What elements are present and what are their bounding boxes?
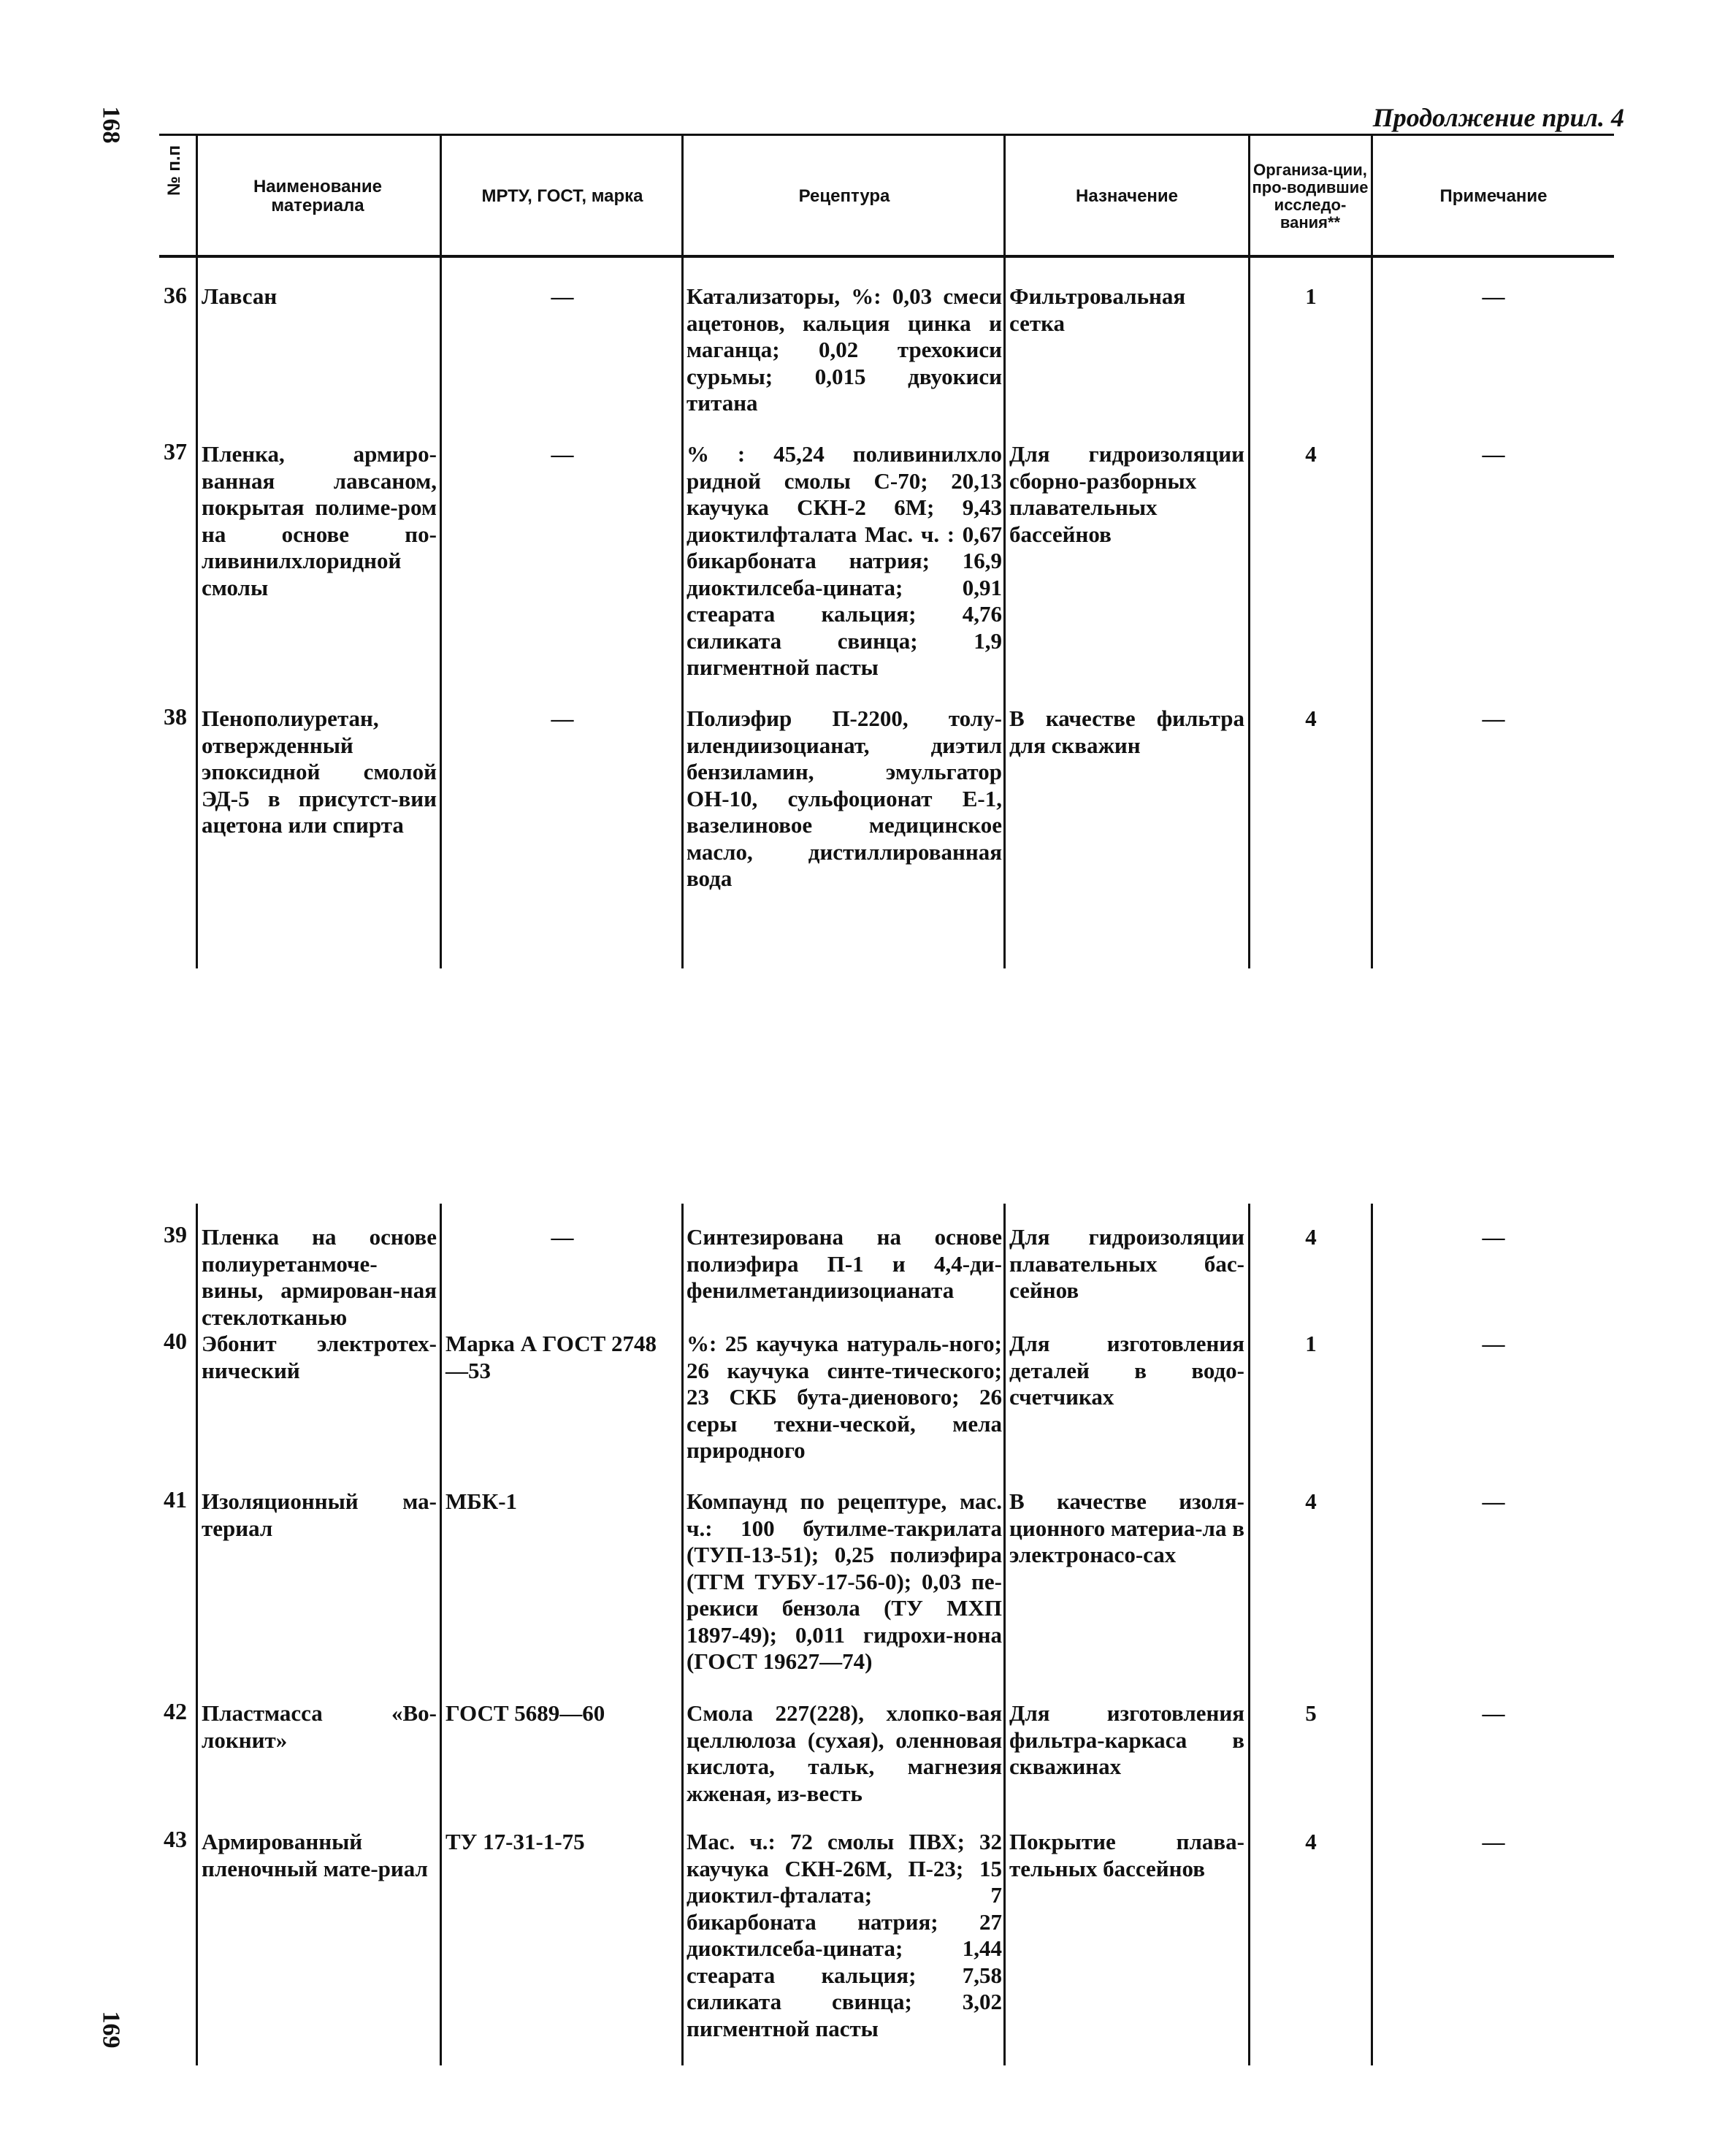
material-recipe: Мас. ч.: 72 смолы ПВХ; 32 каучука СКН-26М, П-23; 15 диоктил-фталата; 7 бикарбоната натрия; 27 диоктилсеба-цината; 1,44 стеарата кальция; 7,58 силиката свинца; 3,02 пигментной пасты bbox=[686, 1829, 1002, 2041]
material-purpose: Покрытие плава-тельных бассейнов bbox=[1009, 1829, 1244, 1881]
row-number: 38 bbox=[164, 703, 187, 730]
material-purpose: Для гидроизоляции сборно-разборных плавательных бассейнов bbox=[1009, 441, 1244, 547]
material-note: — bbox=[1482, 1700, 1505, 1726]
research-org: 1 bbox=[1305, 1331, 1317, 1356]
header-num: № п.п bbox=[164, 145, 184, 196]
material-name: Лавсан bbox=[202, 283, 278, 309]
material-recipe: Катализаторы, %: 0,03 смеси ацетонов, кальция цинка и маганца; 0,02 трехокиси сурьмы; 0,015 двуокиси титана bbox=[686, 283, 1002, 416]
material-note: — bbox=[1482, 1488, 1505, 1514]
col-rule-6-lower bbox=[1371, 1204, 1373, 2065]
header-top-rule bbox=[159, 134, 1614, 136]
page-number-top: 168 bbox=[97, 106, 125, 144]
col-rule-3-upper bbox=[681, 136, 684, 968]
header-name: Наименование материала bbox=[253, 177, 383, 215]
material-purpose: Фильтровальная сетка bbox=[1009, 283, 1186, 336]
material-mark: — bbox=[551, 283, 574, 309]
col-rule-5-lower bbox=[1248, 1204, 1250, 2065]
research-org: 1 bbox=[1305, 283, 1317, 309]
material-note: — bbox=[1482, 1224, 1505, 1250]
material-name: Пленка на основе полиуретанмоче-вины, армирован-ная стеклотканью bbox=[202, 1224, 437, 1330]
col-rule-3-lower bbox=[681, 1204, 684, 2065]
row-number: 41 bbox=[164, 1486, 187, 1513]
continuation-caption: Продолжение прил. 4 bbox=[1372, 103, 1624, 132]
material-name: Изоляционный ма-териал bbox=[202, 1488, 437, 1541]
material-name: Армированный пленочный мате-риал bbox=[202, 1829, 428, 1881]
material-mark: — bbox=[551, 1224, 574, 1250]
material-purpose: Для изготовления фильтра-каркаса в скважинах bbox=[1009, 1700, 1244, 1779]
material-mark: ГОСТ 5689—60 bbox=[445, 1700, 605, 1726]
material-note: — bbox=[1482, 706, 1505, 731]
header-mark: МРТУ, ГОСТ, марка bbox=[481, 186, 643, 206]
material-mark: ТУ 17-31-1-75 bbox=[445, 1829, 585, 1854]
page-number-bottom: 169 bbox=[97, 2011, 125, 2049]
header-recipe: Рецептура bbox=[798, 186, 890, 206]
col-rule-1-upper bbox=[196, 136, 198, 968]
material-purpose: В качестве фильтра для скважин bbox=[1009, 706, 1244, 758]
material-recipe: Смола 227(228), хлопко-вая целлюлоза (сухая), оленновая кислота, тальк, магнезия жженая, из-весть bbox=[686, 1700, 1002, 1806]
row-number: 36 bbox=[164, 282, 187, 308]
material-name: Пластмасса «Во-локнит» bbox=[202, 1700, 437, 1753]
material-mark: — bbox=[551, 706, 574, 731]
research-org: 5 bbox=[1305, 1700, 1317, 1726]
material-recipe: Синтезирована на основе полиэфира П-1 и 4,4-ди-фенилметандиизоцианата bbox=[686, 1224, 1002, 1303]
col-rule-5-upper bbox=[1248, 136, 1250, 968]
col-rule-4-lower bbox=[1003, 1204, 1006, 2065]
material-mark: Марка А ГОСТ 2748—53 bbox=[445, 1331, 657, 1383]
material-note: — bbox=[1482, 283, 1505, 309]
header-org: Организа-ции, про-водившие исследо-вания** bbox=[1252, 161, 1369, 232]
row-number: 40 bbox=[164, 1328, 187, 1354]
research-org: 4 bbox=[1305, 1488, 1317, 1514]
row-number: 42 bbox=[164, 1698, 187, 1724]
header-bottom-rule bbox=[159, 255, 1614, 258]
research-org: 4 bbox=[1305, 441, 1317, 467]
material-name: Пленка, армиро-ванная лавсаном, покрытая полиме-ром на основе по-ливинилхлоридной смолы bbox=[202, 441, 437, 600]
material-purpose: Для изготовления деталей в водо-счетчиках bbox=[1009, 1331, 1244, 1410]
material-name: Пенополиуретан, отвержденный эпоксидной смолой ЭД-5 в присутст-вии ацетона или спирта bbox=[202, 706, 437, 838]
research-org: 4 bbox=[1305, 706, 1317, 731]
col-rule-4-upper bbox=[1003, 136, 1006, 968]
row-number: 39 bbox=[164, 1221, 187, 1247]
material-note: — bbox=[1482, 441, 1505, 467]
material-mark: МБК-1 bbox=[445, 1488, 518, 1514]
col-rule-6-upper bbox=[1371, 136, 1373, 968]
material-note: — bbox=[1482, 1829, 1505, 1854]
research-org: 4 bbox=[1305, 1224, 1317, 1250]
material-mark: — bbox=[551, 441, 574, 467]
col-rule-2-upper bbox=[440, 136, 442, 968]
material-name: Эбонит электротех-нический bbox=[202, 1331, 437, 1383]
material-recipe: % : 45,24 поливинилхло ридной смолы С-70; 20,13 каучука СКН-2 6М; 9,43 диоктилфталата Мас. ч. : 0,67 бикарбоната натрия; 16,9 диоктилсеба-цината; 0,91 стеарата кальция; 4,76 силиката свинца; 1,9 пигментной пасты bbox=[686, 441, 1002, 680]
col-rule-2-lower bbox=[440, 1204, 442, 2065]
material-recipe: Полиэфир П-2200, толу-илендиизоцианат, диэтил бензиламин, эмульгатор ОН-10, сульфоционат Е-1, вазелиновое медицинское масло, дистиллированная вода bbox=[686, 706, 1002, 891]
material-recipe: Компаунд по рецептуре, мас. ч.: 100 бутилме-такрилата (ТУП-13-51); 0,25 полиэфира (ТГМ ТУБУ-17-56-0); 0,03 пе-рекиси бензола (ТУ МХП 1897-49); 0,011 гидрохи-нона (ГОСТ 19627—74) bbox=[686, 1488, 1002, 1674]
material-purpose: Для гидроизоляции плавательных бас-сейнов bbox=[1009, 1224, 1244, 1303]
header-note: Примечание bbox=[1439, 186, 1548, 206]
research-org: 4 bbox=[1305, 1829, 1317, 1854]
header-purpose: Назначение bbox=[1075, 186, 1179, 206]
material-purpose: В качестве изоля-ционного материа-ла в электронасо-сах bbox=[1009, 1488, 1244, 1567]
row-number: 43 bbox=[164, 1826, 187, 1852]
material-recipe: %: 25 каучука натураль-ного; 26 каучука синте-тического; 23 СКБ бута-диенового; 26 серы техни-ческой, мела природного bbox=[686, 1331, 1002, 1463]
col-rule-1-lower bbox=[196, 1204, 198, 2065]
material-note: — bbox=[1482, 1331, 1505, 1356]
row-number: 37 bbox=[164, 438, 187, 465]
